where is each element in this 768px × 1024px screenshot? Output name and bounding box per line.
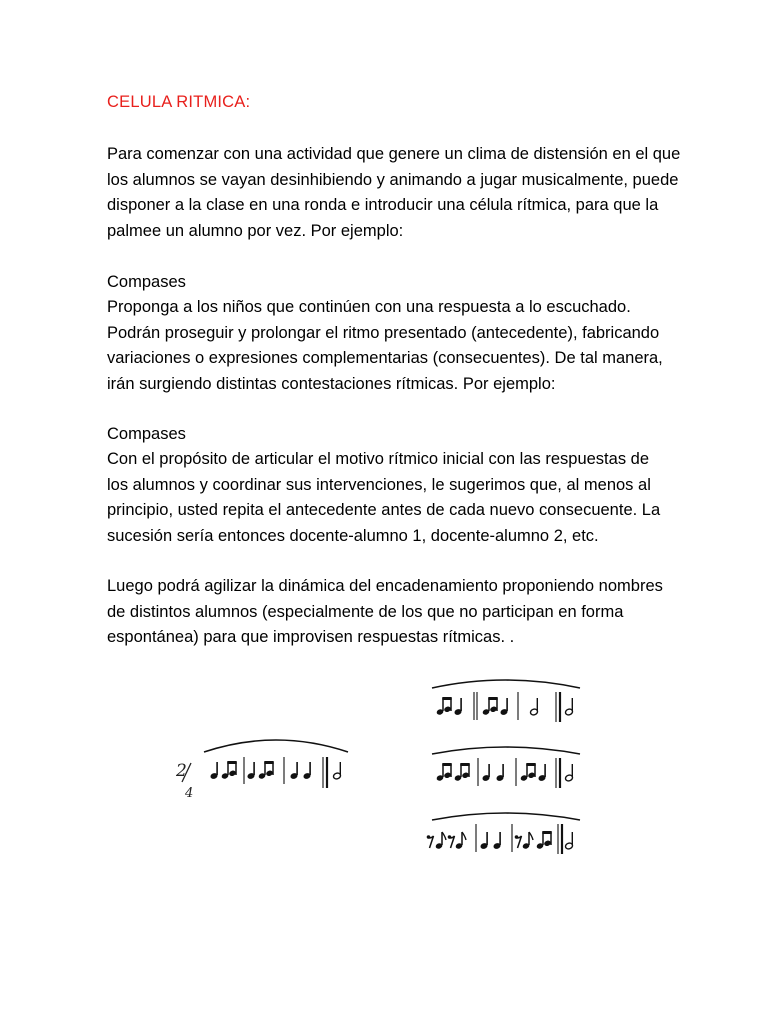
- note-eighth-pair: [221, 761, 237, 780]
- text-line: los alumnos se vayan desinhibiendo y animando a jugar musicalmente, puede: [107, 170, 679, 189]
- note-eighth-pair: [258, 761, 274, 780]
- note-half: [333, 762, 342, 780]
- phrase-slur: [432, 813, 580, 820]
- compases-label-1: Compases: [107, 273, 186, 291]
- paragraph-agilizar: [107, 574, 707, 651]
- note-eighth: [522, 832, 533, 850]
- note-eighth-pair: [454, 763, 470, 782]
- text-line: disponer a la clase en una ronda e introducir una célula rítmica, para que la: [107, 196, 659, 214]
- note-quarter: [482, 764, 491, 782]
- time-signature-bottom: 4: [185, 786, 194, 801]
- rhythm-example-right-1: [432, 680, 580, 722]
- note-quarter: [290, 762, 299, 780]
- note-half: [565, 764, 574, 782]
- note-quarter: [480, 832, 489, 850]
- text-line: principio, usted repita el antecedente antes de cada nuevo consecuente. La: [107, 501, 661, 519]
- text-line: Con el propósito de articular el motivo rítmico inicial con las respuestas de: [107, 450, 650, 468]
- note-quarter: [493, 832, 502, 850]
- note-eighth-pair: [436, 763, 452, 782]
- rest-eighth: [515, 835, 522, 848]
- note-quarter: [210, 762, 219, 780]
- rhythm-notation-figure: [0, 660, 768, 880]
- note-eighth: [455, 832, 466, 850]
- paragraph-intro: [107, 142, 707, 244]
- phrase-slur: [432, 680, 580, 688]
- text-line: espontánea) para que improvisen respuestas rítmicas. .: [107, 628, 515, 646]
- note-quarter: [496, 764, 505, 782]
- note-half: [530, 698, 539, 716]
- paragraph-articular: [107, 447, 707, 549]
- text-line: irán surgiendo distintas contestaciones rítmicas. Por ejemplo:: [107, 374, 556, 393]
- text-line: variaciones o expresiones complementarias (consecuentes). De tal manera,: [107, 349, 663, 367]
- rhythm-example-right-3: [427, 813, 580, 854]
- document-heading: CELULA RITMICA:: [107, 93, 251, 111]
- text-line: Proponga a los niños que continúen con una respuesta a lo escuchado.: [107, 298, 631, 316]
- note-eighth-pair: [520, 763, 536, 782]
- paragraph-respuesta: [107, 295, 707, 397]
- note-eighth: [435, 832, 446, 850]
- time-signature-top: 2: [176, 761, 187, 781]
- note-quarter: [303, 762, 312, 780]
- note-quarter: [454, 698, 463, 716]
- text-line: de distintos alumnos (especialmente de los que no participan en forma: [107, 602, 624, 621]
- text-line: Para comenzar con una actividad que genere un clima de distensión en el que: [107, 145, 681, 163]
- note-eighth-pair: [536, 831, 552, 850]
- rhythm-example-left: [175, 740, 348, 801]
- note-half: [565, 832, 574, 850]
- text-line: Podrán proseguir y prolongar el ritmo presentado (antecedente), fabricando: [107, 323, 660, 342]
- rhythm-example-right-2: [432, 747, 580, 788]
- note-eighth-pair: [436, 697, 452, 716]
- note-half: [565, 698, 574, 716]
- rest-eighth: [427, 835, 434, 848]
- text-line: los alumnos y coordinar sus intervenciones, le sugerimos que, al menos al: [107, 475, 651, 494]
- note-quarter: [538, 764, 547, 782]
- rest-eighth: [448, 835, 455, 848]
- text-line: sucesión sería entonces docente-alumno 1, docente-alumno 2, etc.: [107, 526, 599, 545]
- text-line: palmee un alumno por vez. Por ejemplo:: [107, 221, 404, 240]
- text-line: Luego podrá agilizar la dinámica del encadenamiento proponiendo nombres: [107, 577, 663, 595]
- note-eighth-pair: [482, 697, 498, 716]
- note-quarter: [500, 698, 509, 716]
- compases-label-2: Compases: [107, 425, 186, 443]
- phrase-slur: [204, 740, 348, 752]
- phrase-slur: [432, 747, 580, 754]
- note-quarter: [247, 762, 256, 780]
